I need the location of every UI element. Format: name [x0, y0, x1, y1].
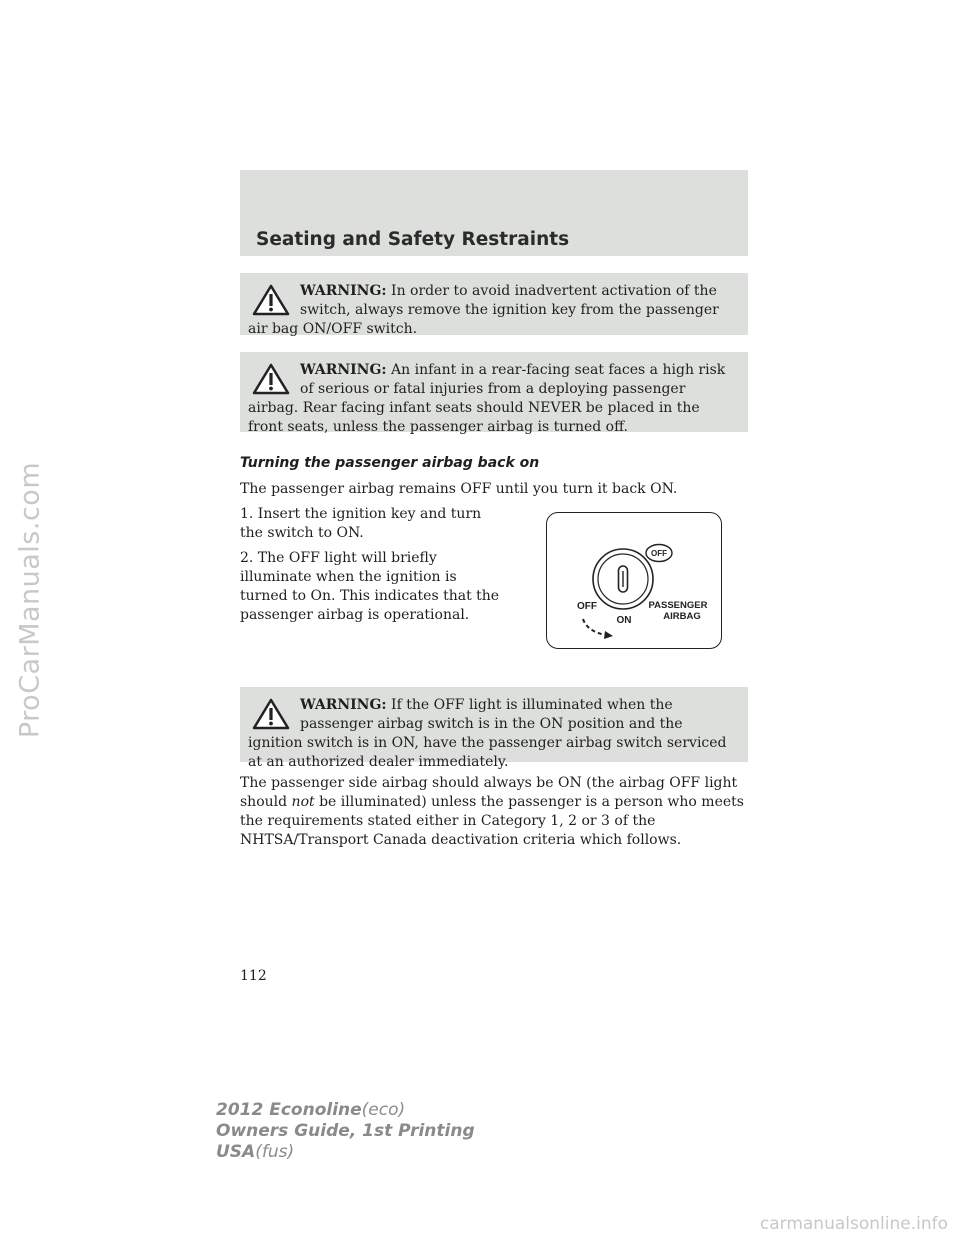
footer — [216, 1100, 475, 1163]
on-position-label: ON — [616, 615, 632, 626]
side-watermark-text: ProCarManuals.com — [14, 461, 46, 739]
warning-label: WARNING: — [300, 362, 387, 378]
footer-model: 2012 Econoline — [216, 1100, 362, 1120]
warning-triangle-icon — [252, 698, 290, 730]
warning-box-2 — [240, 352, 748, 435]
section-title: Seating and Safety Restraints — [256, 229, 570, 250]
warning-label: WARNING: — [300, 283, 387, 299]
airbag-label: AIRBAG — [663, 611, 701, 622]
warning-triangle-icon — [252, 284, 290, 316]
footer-line-3 — [216, 1142, 475, 1163]
closing-paragraph — [240, 774, 748, 850]
warning-box-3 — [240, 687, 748, 770]
off-position-label: OFF — [577, 601, 597, 612]
step-1: 1. Insert the ignition key and turn the switch to ON. — [240, 506, 482, 541]
arrow-head-icon — [604, 631, 613, 639]
intro-paragraph: The passenger airbag remains OFF until you turn it back ON. — [240, 481, 678, 497]
step-2: 2. The OFF light will briefly illuminate when the ignition is turned to On. This indicates that the passenger airbag is operational. — [240, 550, 500, 623]
closing-text-after: be illuminated) unless the passenger is a person who meets the requirements stated either in Category 1, 2 or 3 of the NHTSA/Transport Canada deactivation criteria which follows. — [240, 794, 744, 848]
footer-model-code: (eco) — [361, 1100, 406, 1120]
rotation-arrow-icon — [583, 619, 605, 635]
footer-market: USA — [216, 1142, 256, 1162]
footer-line-2: Owners Guide, 1st Printing — [216, 1121, 475, 1141]
passenger-label: PASSENGER — [648, 600, 708, 611]
section-header — [240, 170, 748, 256]
warning-text: An infant in a rear-facing seat faces a high risk of serious or fatal injuries from a deploying passenger airbag. Rear facing infant seats should NEVER be placed in the front seats, unless the passenger airbag is turned off. — [248, 362, 726, 435]
warning-text: If the OFF light is illuminated when the passenger airbag switch is in the ON position and the ignition switch is in ON, have the passenger airbag switch serviced at an authorized dealer immediately. — [248, 697, 727, 770]
footer-market-code: (fus) — [255, 1142, 295, 1162]
airbag-switch-figure — [546, 512, 722, 649]
off-light-label: OFF — [651, 549, 667, 558]
page-number: 112 — [240, 968, 267, 984]
side-watermark — [10, 150, 50, 1050]
airbag-switch-illustration — [547, 513, 720, 647]
closing-text-before: The passenger side airbag should always be ON (the airbag OFF light should — [240, 775, 738, 810]
closing-emphasis: not — [291, 794, 315, 810]
warning-label: WARNING: — [300, 697, 387, 713]
warning-text: In order to avoid inadvertent activation of the switch, always remove the ignition key from the passenger air bag ON/OFF switch. — [248, 283, 719, 337]
warning-box-1 — [240, 273, 748, 335]
bottom-watermark: carmanualsonline.info — [759, 1214, 948, 1234]
subheading: Turning the passenger airbag back on — [240, 455, 540, 471]
warning-triangle-icon — [252, 363, 290, 395]
footer-line-1 — [216, 1100, 475, 1121]
